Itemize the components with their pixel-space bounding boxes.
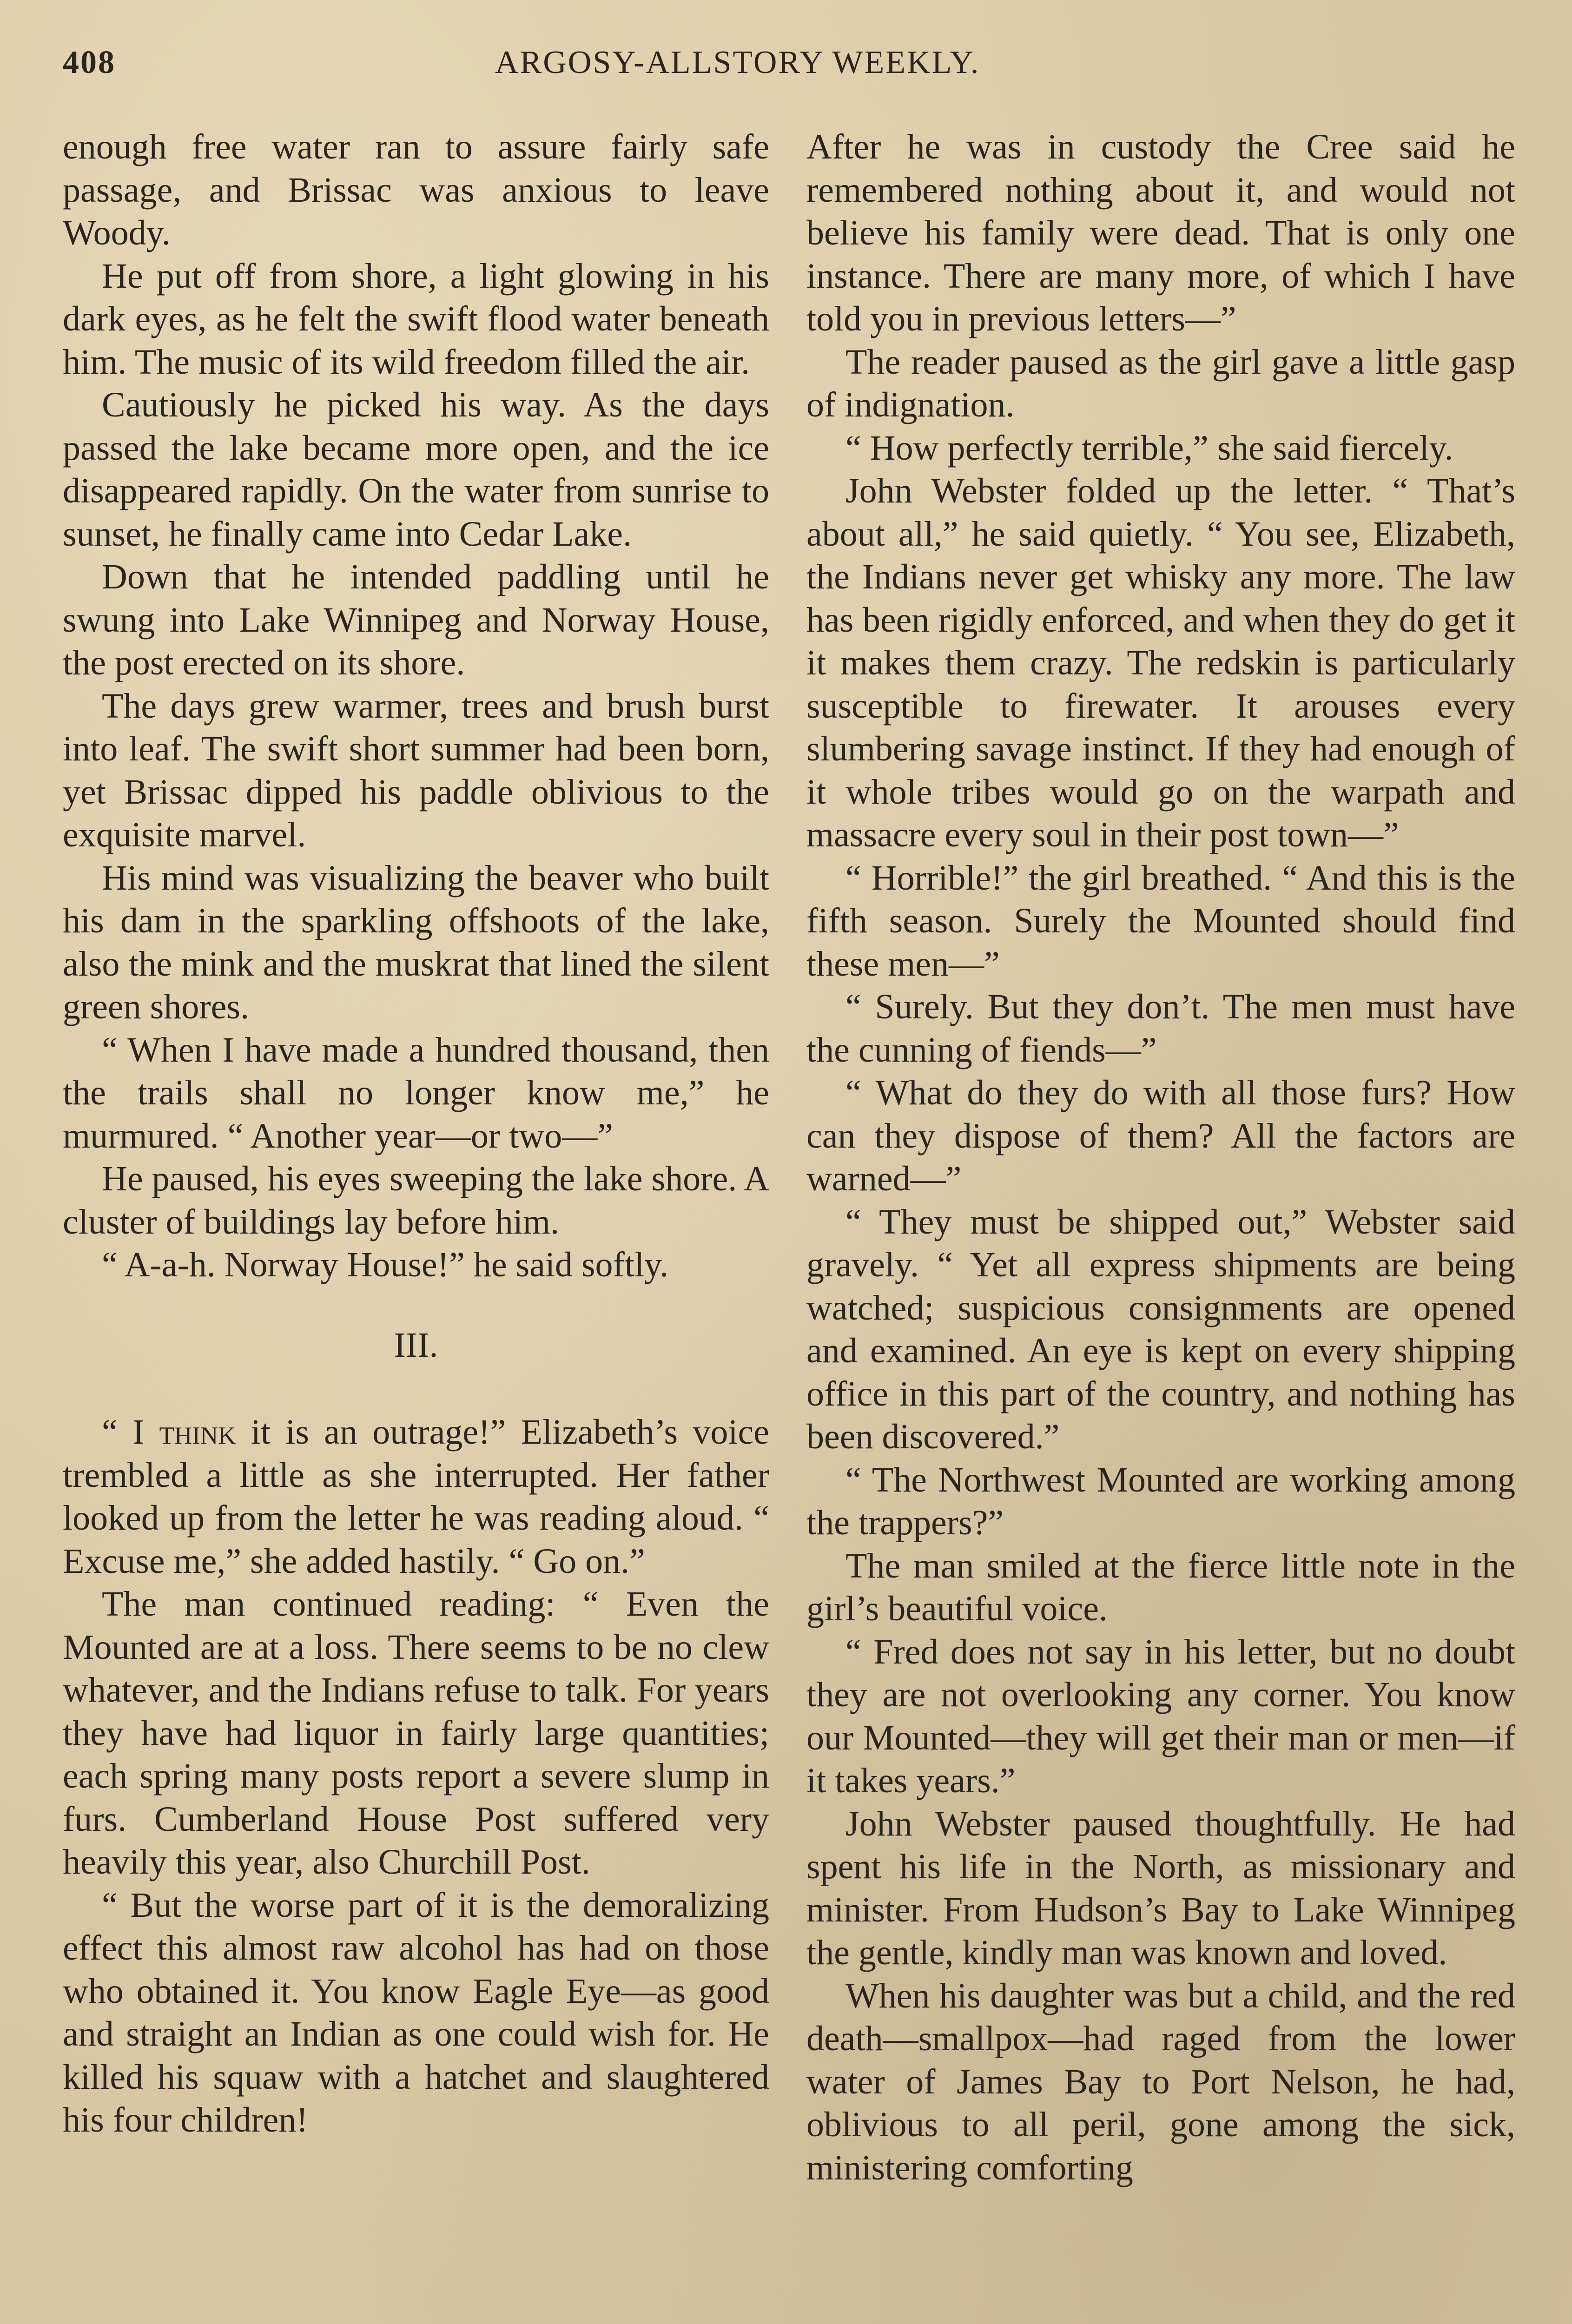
paragraph: His mind was visualizing the beaver who built his dam in the sparkling offshoots of the lake, also the mink and the muskrat that lined the silent green shores. bbox=[63, 858, 769, 1026]
paragraph: Down that he intended paddling until he swung into Lake Winnipeg and Norway House, the post erected on its shore. bbox=[63, 557, 769, 682]
paragraph: Cautiously he picked his way. As the days passed the lake became more open, and the ice disappeared rapidly. On the water from sunrise to sunset, he finally came into Cedar Lake. bbox=[63, 385, 769, 554]
paragraph: “ Fred does not say in his letter, but no doubt they are not overlooking any corner. You know our Mounted—they will get their man or men—if it takes years.” bbox=[806, 1632, 1515, 1800]
paragraph: “ When I have made a hundred thousand, then the trails shall no longer know me,” he murmured. “ Another year—or two—” bbox=[63, 1030, 769, 1155]
paragraph: The reader paused as the girl gave a little gasp of indignation. bbox=[806, 342, 1515, 424]
paragraph: When his daughter was but a child, and the red death—smallpox—had raged from the lower water of James Bay to Port Nelson, he had, oblivious to all peril, gone among the sick, ministering comforting bbox=[806, 1976, 1515, 2187]
right-column bbox=[806, 125, 1515, 2189]
paragraph: “ The Northwest Mounted are working among the trappers?” bbox=[806, 1460, 1515, 1542]
paragraph bbox=[63, 1411, 769, 1583]
paragraph: He paused, his eyes sweeping the lake shore. A cluster of buildings lay before him. bbox=[63, 1159, 769, 1241]
paragraph-text: it is an outrage!” Elizabeth’s voice trembled a little as she interrupted. Her father looked up from the letter he was reading aloud. “ Excuse me,” she added hastily. “ Go on.” bbox=[63, 1413, 769, 1581]
page-header bbox=[63, 44, 1095, 95]
paragraph: “ How perfectly terrible,” she said fiercely. bbox=[845, 428, 1453, 468]
paragraph: The man smiled at the fierce little note in the girl’s beautiful voice. bbox=[806, 1546, 1515, 1628]
paragraph: “ A-a-h. Norway House!” he said softly. bbox=[102, 1245, 669, 1284]
paragraph: “ Horrible!” the girl breathed. “ And this is the fifth season. Surely the Mounted should find these men—” bbox=[806, 858, 1515, 984]
paragraph-open-quote: “ I bbox=[102, 1413, 159, 1452]
paragraph: “ Surely. But they don’t. The men must have the cunning of fiends—” bbox=[806, 987, 1515, 1070]
small-caps-word: think bbox=[159, 1413, 236, 1452]
paragraph: “ What do they do with all those furs? How can they dispose of them? All the factors are warned—” bbox=[806, 1073, 1515, 1198]
left-column bbox=[63, 125, 769, 2142]
section-heading: III. bbox=[394, 1325, 438, 1365]
paragraph: enough free water ran to assure fairly safe passage, and Brissac was anxious to leave Woody. bbox=[63, 127, 769, 252]
paragraph: The days grew warmer, trees and brush burst into leaf. The swift short summer had been born, yet Brissac dipped his paddle oblivious to the exquisite marvel. bbox=[63, 686, 769, 854]
page-number: 408 bbox=[63, 45, 116, 80]
paragraph: John Webster paused thoughtfully. He had spent his life in the North, as missionary and minister. From Hudson’s Bay to Lake Winnipeg the gentle, kindly man was known and loved. bbox=[806, 1804, 1515, 1972]
paragraph: John Webster folded up the letter. “ That’s about all,” he said quietly. “ You see, Elizabeth, the Indians never get whisky any more. The law has been rigidly enforced, and when they do get it it makes them crazy. The redskin is particularly susceptible to firewater. It arouses every slumbering savage instinct. If they had enough of it whole tribes would go on the warpath and massacre every soul in their post town—” bbox=[806, 471, 1515, 854]
running-title: ARGOSY-ALLSTORY WEEKLY. bbox=[495, 45, 980, 80]
paragraph: After he was in custody the Cree said he remembered nothing about it, and would not believe his family were dead. That is only one instance. There are many more, of which I have told you in previous letters—” bbox=[806, 127, 1515, 338]
paragraph: He put off from shore, a light glowing in his dark eyes, as he felt the swift flood water beneath him. The music of its wild freedom filled the air. bbox=[63, 256, 769, 382]
paragraph: “ But the worse part of it is the demoralizing effect this almost raw alcohol has had on those who obtained it. You know Eagle Eye—as good and straight an Indian as one could wish for. He killed his squaw with a hatchet and slaughtered his four children! bbox=[63, 1885, 769, 2139]
paragraph: “ They must be shipped out,” Webster said gravely. “ Yet all express shipments are being watched; suspicious consignments are opened and examined. An eye is kept on every shipping office in this part of the country, and nothing has been discovered.” bbox=[806, 1202, 1515, 1456]
paragraph: The man continued reading: “ Even the Mounted are at a loss. There seems to be no clew whatever, and the Indians refuse to talk. For years they have had liquor in fairly large quantities; each spring many posts report a severe slump in furs. Cumberland House Post suffered very heavily this year, also Churchill Post. bbox=[63, 1585, 769, 1882]
